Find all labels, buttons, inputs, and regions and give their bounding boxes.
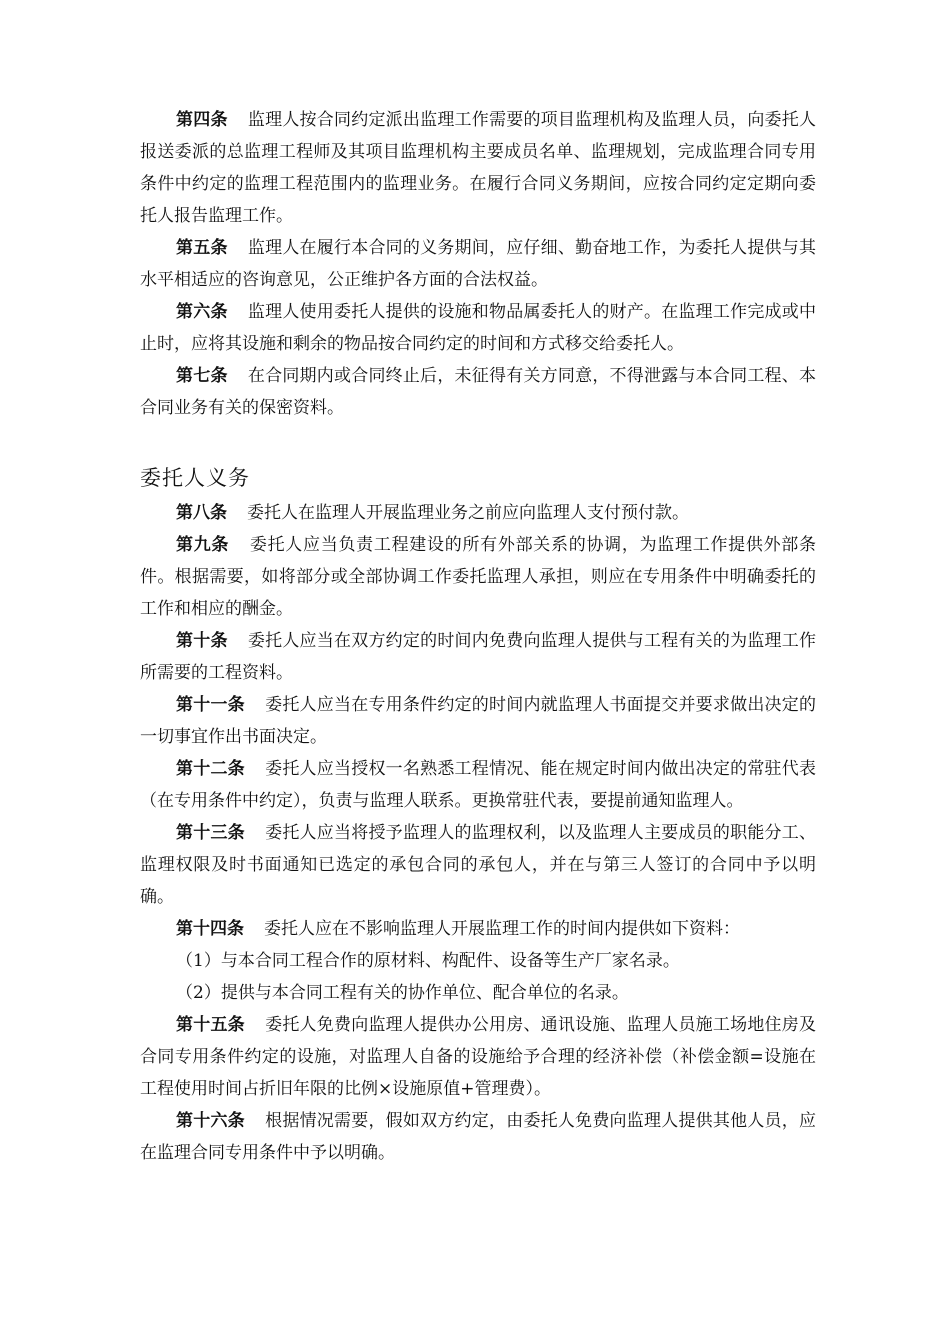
article-text: 委托人应当在双方约定的时间内免费向监理人提供与工程有关的为监理工作所需要的工程资料。 <box>140 631 817 683</box>
article-number: 第七条 <box>176 366 228 386</box>
article-text: 监理人使用委托人提供的设施和物品属委托人的财产。在监理工作完成或中止时，应将其设施和剩余的物品按合同约定的时间和方式移交给委托人。 <box>140 302 817 354</box>
article-number: 第六条 <box>176 302 228 322</box>
article-number: 第四条 <box>176 110 228 130</box>
article-text: 委托人应当负责工程建设的所有外部关系的协调，为监理工作提供外部条件。根据需要，如将部分或全部协调工作委托监理人承担，则应在专用条件中明确委托的工作和相应的酬金。 <box>140 535 817 619</box>
article-4 <box>140 104 816 232</box>
article-6 <box>140 296 816 360</box>
article-14 <box>140 913 816 945</box>
article-13 <box>140 817 816 913</box>
article-number: 第十二条 <box>176 759 245 779</box>
article-number: 第十三条 <box>176 823 245 843</box>
article-text: 委托人应在不影响监理人开展监理工作的时间内提供如下资料： <box>264 919 740 939</box>
article-number: 第五条 <box>176 238 228 258</box>
article-8 <box>140 497 816 529</box>
section-heading: 委托人义务 <box>140 466 250 490</box>
article-number: 第十一条 <box>176 695 245 715</box>
list-item: （1）与本合同工程合作的原材料、构配件、设备等生产厂家名录。 <box>176 951 680 971</box>
article-text: 根据情况需要，假如双方约定，由委托人免费向监理人提供其他人员，应在监理合同专用条件中予以明确。 <box>140 1111 817 1163</box>
article-7 <box>140 360 816 424</box>
article-number: 第九条 <box>176 535 230 555</box>
article-number: 第十五条 <box>176 1015 245 1035</box>
article-text: 监理人在履行本合同的义务期间，应仔细、勤奋地工作，为委托人提供与其水平相适应的咨询意见，公正维护各方面的合法权益。 <box>140 238 817 290</box>
article-9 <box>140 529 816 625</box>
article-text: 委托人应当在专用条件约定的时间内就监理人书面提交并要求做出决定的一切事宜作出书面决定。 <box>140 695 817 747</box>
article-number: 第八条 <box>176 503 227 523</box>
article-11 <box>140 689 816 753</box>
article-15 <box>140 1009 816 1105</box>
article-text: 委托人应当授权一名熟悉工程情况、能在规定时间内做出决定的常驻代表（在专用条件中约定），负责与监理人联系。更换常驻代表，要提前通知监理人。 <box>140 759 817 811</box>
article-text: 委托人在监理人开展监理业务之前应向监理人支付预付款。 <box>247 503 689 523</box>
article-text: 委托人应当将授予监理人的监理权利，以及监理人主要成员的职能分工、监理权限及时书面通知已选定的承包合同的承包人，并在与第三人签订的合同中予以明确。 <box>140 823 817 907</box>
article-12 <box>140 753 816 817</box>
document-page <box>140 104 816 1169</box>
article-16 <box>140 1105 816 1169</box>
article-text: 委托人免费向监理人提供办公用房、通讯设施、监理人员施工场地住房及合同专用条件约定的设施，对监理人自备的设施给予合理的经济补偿（补偿金额=设施在工程使用时间占折旧年限的比例×设施原值+管理费）。 <box>140 1015 817 1099</box>
article-10 <box>140 625 816 689</box>
article-number: 第十六条 <box>176 1111 245 1131</box>
article-number: 第十四条 <box>176 919 244 939</box>
article-text: 在合同期内或合同终止后，未征得有关方同意，不得泄露与本合同工程、本合同业务有关的保密资料。 <box>140 366 817 418</box>
article-5 <box>140 232 816 296</box>
list-item: （2）提供与本合同工程有关的协作单位、配合单位的名录。 <box>176 983 629 1003</box>
article-number: 第十条 <box>176 631 228 651</box>
article-text: 监理人按合同约定派出监理工作需要的项目监理机构及监理人员，向委托人报送委派的总监理工程师及其项目监理机构主要成员名单、监理规划，完成监理合同专用条件中约定的监理工程范围内的监理业务。在履行合同义务期间，应按合同约定定期向委托人报告监理工作。 <box>140 110 817 226</box>
